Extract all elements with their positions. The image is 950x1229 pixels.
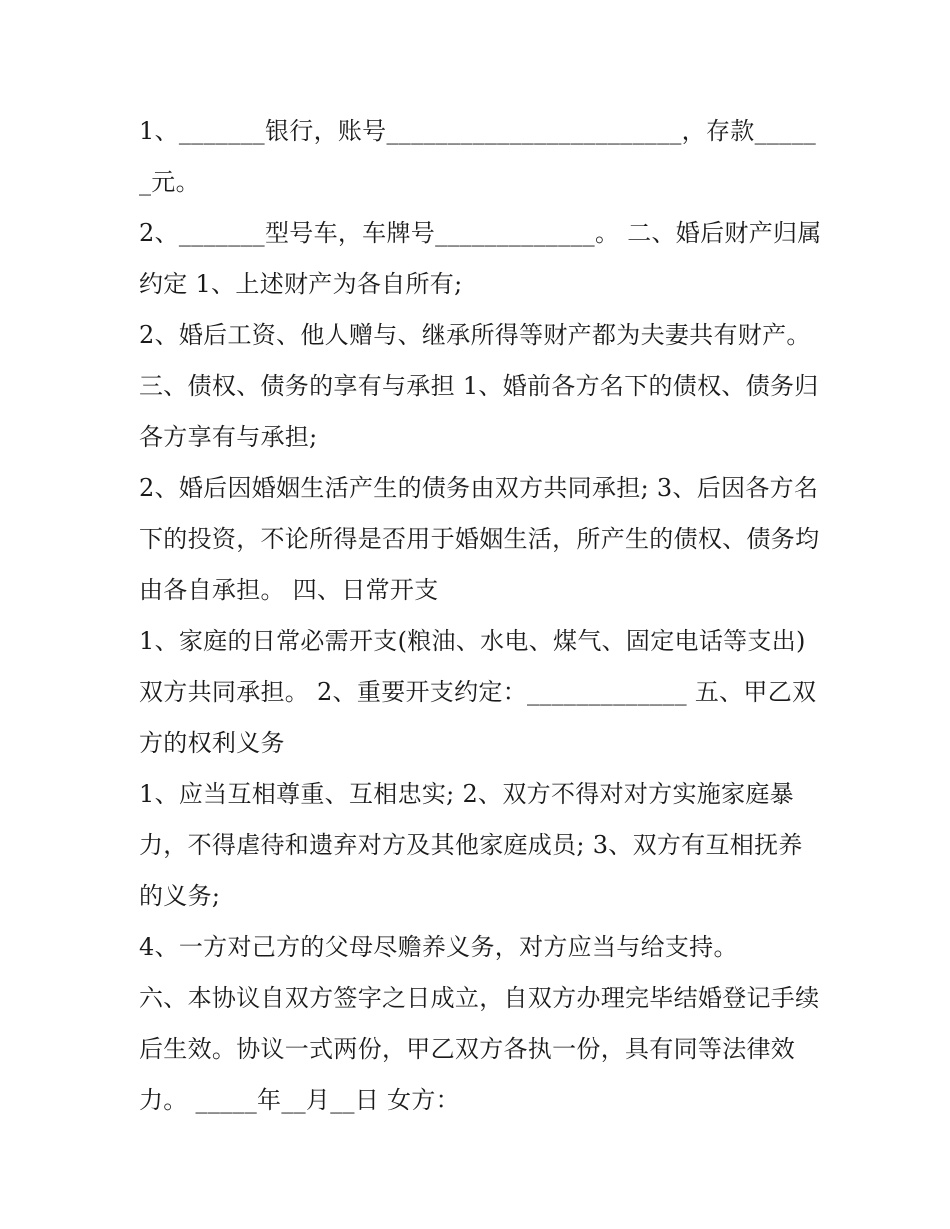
paragraph-marital-debts-and-investments: 2、婚后因婚姻生活产生的债务由双方共同承担; 3、后因各方名下的投资，不论所得是否用于婚姻生活，所产生的债权、债务均由各自承担。 四、日常开支 [139, 474, 820, 604]
agreement-text [139, 106, 824, 1126]
paragraph-vehicle-and-post-marital-property: 2、_______型号车，车牌号_____________。 二、婚后财产归属约定 1、上述财产为各自所有; [139, 219, 822, 298]
paragraph-effectiveness-and-signature: 六、本协议自双方签字之日成立，自双方办理完毕结婚登记手续后生效。协议一式两份，甲乙双方各执一份，具有同等法律效力。 _____年__月__日 女方： [139, 984, 820, 1114]
paragraph-bank-and-deposit: 1、_______银行，账号________________________，存款______元。 [139, 117, 817, 196]
paragraph-parent-support: 4、一方对己方的父母尽赡养义务，对方应当与给支持。 [139, 933, 738, 961]
paragraph-rights-and-obligations: 1、应当互相尊重、互相忠实; 2、双方不得对对方实施家庭暴力，不得虐待和遗弃对方及其他家庭成员; 3、双方有互相抚养的义务; [139, 780, 803, 910]
paragraph-shared-property-and-debts: 2、婚后工资、他人赠与、继承所得等财产都为夫妻共有财产。 三、债权、债务的享有与承担 1、婚前各方名下的债权、债务归各方享有与承担; [139, 321, 819, 451]
paragraph-daily-expenses: 1、家庭的日常必需开支(粮油、水电、煤气、固定电话等支出)双方共同承担。 2、重要开支约定：_____________ 五、甲乙双方的权利义务 [139, 627, 817, 757]
